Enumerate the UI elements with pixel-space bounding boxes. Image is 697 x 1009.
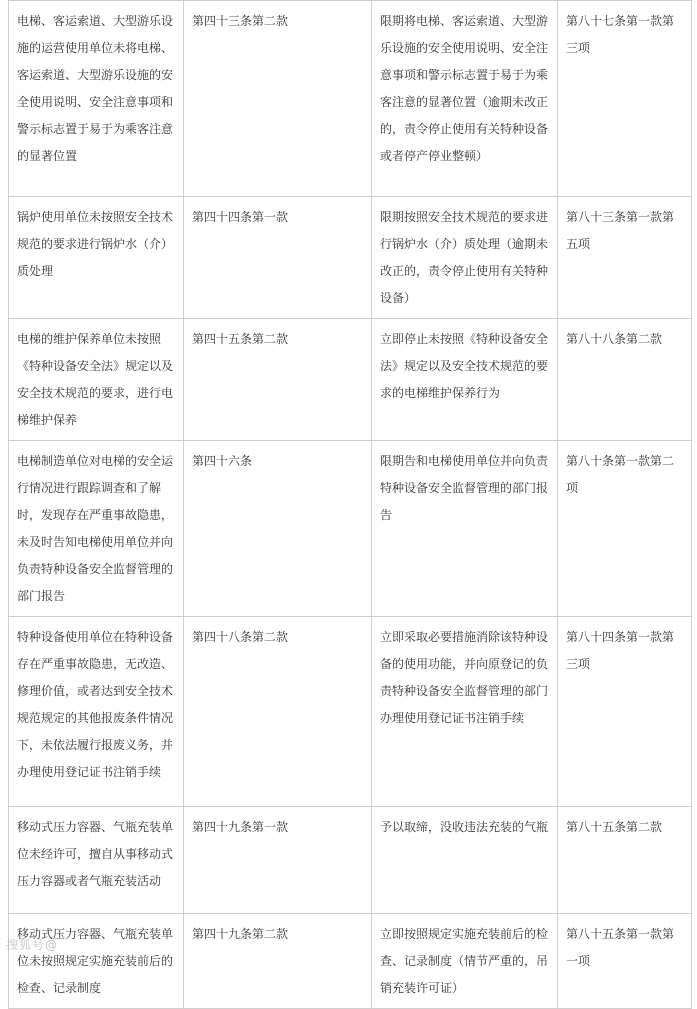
- table-row: [9, 197, 692, 319]
- table-row: [9, 441, 692, 617]
- situation-cell: 电梯制造单位对电梯的安全运行情况进行跟踪调查和了解时，发现存在严重事故隐患，未及时告知电梯使用单位并向负责特种设备安全监督管理的部门报告: [9, 441, 184, 617]
- situation-cell: 特种设备使用单位在特种设备存在严重事故隐患，无改造、修理价值，或者达到安全技术规范规定的其他报废条件情况下，未依法履行报废义务，并办理使用登记证书注销手续: [9, 617, 184, 807]
- penalty-clause-cell: 第八十五条第二款: [558, 807, 692, 914]
- measure-cell: 立即停止未按照《特种设备安全法》规定以及安全技术规范的要求的电梯维护保养行为: [372, 319, 558, 441]
- table-row: [9, 617, 692, 807]
- penalty-clause-cell: 第八十四条第一款第三项: [558, 617, 692, 807]
- watermark: 搜狐号@: [6, 938, 59, 952]
- table-row: [9, 807, 692, 914]
- penalty-clause-cell: 第八十七条第一款第三项: [558, 1, 692, 197]
- measure-cell: 立即采取必要措施消除该特种设备的使用功能，并向原登记的负责特种设备安全监督管理的部门办理使用登记证书注销手续: [372, 617, 558, 807]
- situation-cell: 移动式压力容器、气瓶充装单位未按照规定实施充装前后的检查、记录制度: [9, 914, 184, 1009]
- table-row: [9, 1, 692, 197]
- regulation-table: [8, 0, 692, 1009]
- measure-cell: 限期告和电梯使用单位并向负责特种设备安全监督管理的部门报告: [372, 441, 558, 617]
- measure-cell: 立即按照规定实施充装前后的检查、记录制度（情节严重的，吊销充装许可证）: [372, 914, 558, 1009]
- penalty-clause-cell: 第八十八条第二款: [558, 319, 692, 441]
- situation-cell: 电梯、客运索道、大型游乐设施的运营使用单位未将电梯、客运索道、大型游乐设施的安全使用说明、安全注意事项和警示标志置于易于为乘客注意的显著位置: [9, 1, 184, 197]
- situation-cell: 移动式压力容器、气瓶充装单位未经许可，擅自从事移动式压力容器或者气瓶充装活动: [9, 807, 184, 914]
- table-row: [9, 914, 692, 1009]
- penalty-clause-cell: 第八十三条第一款第五项: [558, 197, 692, 319]
- situation-cell: 锅炉使用单位未按照安全技术规范的要求进行锅炉水（介）质处理: [9, 197, 184, 319]
- penalty-clause-cell: 第八十条第一款第二项: [558, 441, 692, 617]
- violated-clause-cell: 第四十三条第二款: [184, 1, 372, 197]
- violated-clause-cell: 第四十四条第一款: [184, 197, 372, 319]
- violated-clause-cell: 第四十五条第二款: [184, 319, 372, 441]
- table-row: [9, 319, 692, 441]
- measure-cell: 限期将电梯、客运索道、大型游乐设施的安全使用说明、安全注意事项和警示标志置于易于为乘客注意的显著位置（逾期未改正的，责令停止使用有关特种设备或者停产停业整顿）: [372, 1, 558, 197]
- situation-cell: 电梯的维护保养单位未按照《特种设备安全法》规定以及安全技术规范的要求，进行电梯维护保养: [9, 319, 184, 441]
- measure-cell: 予以取缔，没收违法充装的气瓶: [372, 807, 558, 914]
- violated-clause-cell: 第四十九条第一款: [184, 807, 372, 914]
- violated-clause-cell: 第四十八条第二款: [184, 617, 372, 807]
- penalty-clause-cell: 第八十五条第一款第一项: [558, 914, 692, 1009]
- violated-clause-cell: 第四十六条: [184, 441, 372, 617]
- measure-cell: 限期按照安全技术规范的要求进行锅炉水（介）质处理（逾期未改正的，责令停止使用有关特种设备）: [372, 197, 558, 319]
- violated-clause-cell: 第四十九条第二款: [184, 914, 372, 1009]
